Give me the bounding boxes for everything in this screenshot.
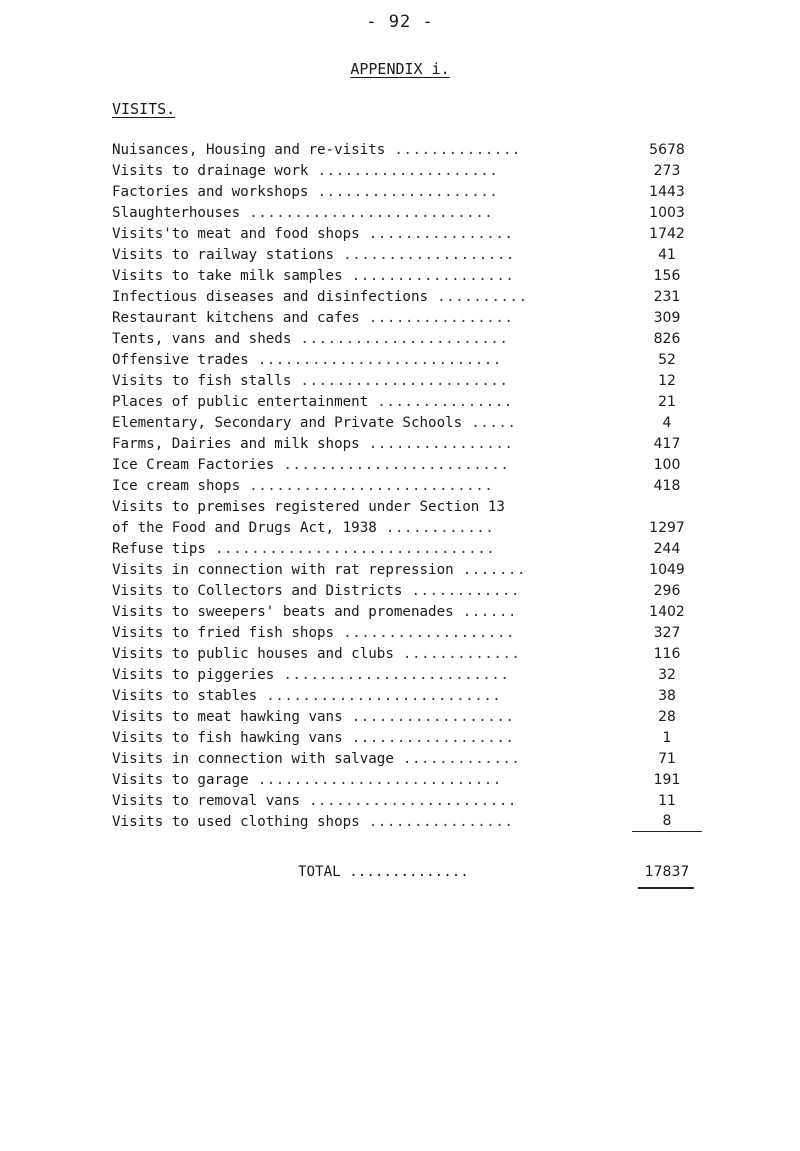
- leader-dots: .......: [453, 562, 527, 578]
- leader-dots: ....................: [308, 184, 499, 200]
- visit-row: [112, 392, 702, 413]
- leader-dots: ..............: [385, 142, 521, 158]
- visit-count: 1049: [649, 562, 685, 578]
- visit-count: 156: [653, 268, 681, 284]
- leader-dots: ...........................: [248, 772, 502, 788]
- visit-row: [112, 644, 702, 665]
- leader-dots: ............: [402, 583, 520, 599]
- leader-dots: ...........................: [240, 478, 494, 494]
- visit-label-text: Visits'to meat and food shops: [112, 226, 360, 242]
- visit-count: 191: [653, 772, 681, 788]
- visit-count: 21: [658, 394, 676, 410]
- visit-count: 100: [653, 457, 681, 473]
- visit-count: 5678: [649, 142, 685, 158]
- leader-dots: ...............................: [205, 541, 496, 557]
- total-label: [298, 860, 469, 884]
- visit-count: 273: [653, 163, 681, 179]
- visit-row: [112, 308, 702, 329]
- leader-dots: ...................: [334, 247, 515, 263]
- visit-row: [112, 476, 702, 497]
- visit-count: 1003: [649, 205, 685, 221]
- visit-label-text: Visits to fried fish shops: [112, 625, 335, 641]
- visit-label-text: Visits to fish hawking vans: [112, 730, 343, 746]
- visit-row: [112, 455, 702, 476]
- visit-label-text: Visits to removal vans: [112, 793, 300, 809]
- visit-row: [112, 623, 702, 644]
- visit-label-text: Refuse tips: [112, 541, 206, 557]
- visit-label-text: Visits to garage: [112, 772, 249, 788]
- visit-label: [112, 350, 502, 371]
- visit-label: [112, 812, 513, 833]
- visit-count: 4: [662, 415, 672, 431]
- total-label-text: TOTAL: [298, 864, 341, 880]
- leader-dots: .......................: [291, 373, 509, 389]
- visit-label: [112, 182, 498, 203]
- visit-label: [112, 413, 516, 434]
- visit-label-text: of the Food and Drugs Act, 1938: [112, 520, 377, 536]
- leader-dots: ............: [376, 520, 495, 536]
- visit-label-text: Visits to meat hawking vans: [112, 709, 343, 725]
- leader-dots: .............: [393, 751, 521, 767]
- visit-row: [112, 812, 702, 833]
- visit-count: 11: [658, 793, 676, 809]
- visit-row: [112, 560, 702, 581]
- visit-label: [112, 686, 501, 707]
- leader-dots: ..................: [342, 268, 515, 284]
- visit-label: [112, 287, 528, 308]
- visit-count: 12: [658, 373, 676, 389]
- visit-count: 41: [658, 247, 676, 263]
- visit-label: [112, 308, 513, 329]
- visit-label-text: Visits to take milk samples: [112, 268, 343, 284]
- total-double-underline: [638, 887, 694, 889]
- visit-count: 296: [653, 583, 681, 599]
- visit-count: 38: [658, 688, 676, 704]
- leader-dots: ................: [359, 436, 514, 452]
- visit-label: [112, 539, 495, 560]
- visit-label: [112, 434, 513, 455]
- visit-label: [112, 266, 514, 287]
- leader-dots: .........................: [274, 667, 510, 683]
- visit-row: [112, 140, 702, 161]
- visit-row: [112, 182, 702, 203]
- visit-label: [112, 749, 520, 770]
- visit-row: [112, 224, 702, 245]
- visit-row: [112, 707, 702, 728]
- visit-row: [112, 245, 702, 266]
- visit-count: 32: [658, 667, 676, 683]
- visit-label: [112, 623, 515, 644]
- visit-label: [112, 665, 509, 686]
- section-title: VISITS.: [112, 100, 176, 118]
- visit-count: 1443: [649, 184, 685, 200]
- visit-row: [112, 539, 702, 560]
- leader-dots: .......................: [299, 793, 517, 809]
- leader-dots: ..........: [428, 289, 528, 305]
- visit-label-text: Visits to used clothing shops: [112, 814, 360, 830]
- visit-label: [112, 203, 493, 224]
- leader-dots: .......................: [291, 331, 509, 347]
- leader-dots: .........................: [274, 457, 510, 473]
- visit-label: [112, 728, 514, 749]
- visit-label-text: Factories and workshops: [112, 184, 309, 200]
- visit-label: [112, 581, 520, 602]
- visit-label-text: Places of public entertainment: [112, 394, 369, 410]
- leader-dots: ................: [359, 310, 514, 326]
- visit-label-text: Offensive trades: [112, 352, 249, 368]
- visit-label-text: Visits to Collectors and Districts: [112, 583, 403, 599]
- visit-label-text: Slaughterhouses: [112, 205, 241, 221]
- visit-label: [112, 518, 494, 539]
- visit-label: [112, 497, 505, 518]
- leader-dots: ..........................: [257, 688, 502, 704]
- leader-dots: ...............: [368, 394, 513, 410]
- visit-label: [112, 392, 513, 413]
- visit-count: 244: [653, 541, 681, 557]
- leader-dots: ................: [359, 814, 514, 830]
- total-leader-dots: ..............: [340, 864, 469, 880]
- total-row: [112, 860, 702, 884]
- total-value: 17837: [644, 864, 690, 880]
- appendix-title-text: APPENDIX i.: [350, 60, 450, 78]
- leader-dots: ...........................: [248, 352, 502, 368]
- leader-dots: .....: [462, 415, 517, 431]
- visit-count: 28: [658, 709, 676, 725]
- visit-label-text: Visits to sweepers' beats and promenades: [112, 604, 454, 620]
- visit-label: [112, 224, 513, 245]
- leader-dots: .............: [393, 646, 521, 662]
- visit-count: 1297: [649, 520, 685, 536]
- visit-label: [112, 770, 502, 791]
- visit-row: [112, 686, 702, 707]
- visit-label-text: Visits in connection with salvage: [112, 751, 394, 767]
- visit-label-text: Tents, vans and sheds: [112, 331, 292, 347]
- visit-label-text: Visits to piggeries: [112, 667, 275, 683]
- visit-count: 116: [653, 646, 681, 662]
- visit-count: 1742: [649, 226, 685, 242]
- visit-row: [112, 791, 702, 812]
- visits-table: [112, 140, 702, 833]
- leader-dots: ......: [453, 604, 517, 620]
- leader-dots: ...........................: [240, 205, 494, 221]
- visit-label-text: Infectious diseases and disinfections: [112, 289, 429, 305]
- visit-label-text: Visits to drainage work: [112, 163, 309, 179]
- appendix-title: [0, 60, 800, 78]
- visit-count: 1: [662, 730, 672, 746]
- visit-row: [112, 329, 702, 350]
- visit-label: [112, 455, 509, 476]
- visit-row: [112, 266, 702, 287]
- visit-label-text: Ice cream shops: [112, 478, 241, 494]
- visit-label-text: Nuisances, Housing and re-visits: [112, 142, 386, 158]
- visit-row: [112, 602, 702, 623]
- visit-label-text: Visits to railway stations: [112, 247, 335, 263]
- visit-label: [112, 140, 521, 161]
- leader-dots: ..................: [342, 730, 515, 746]
- visit-label: [112, 707, 514, 728]
- visit-row: [112, 287, 702, 308]
- visit-row: [112, 581, 702, 602]
- visit-label: [112, 791, 517, 812]
- visit-label: [112, 602, 517, 623]
- leader-dots: ....................: [308, 163, 499, 179]
- visit-row: [112, 203, 702, 224]
- visit-row: [112, 497, 702, 518]
- visit-row: [112, 518, 702, 539]
- visit-label-text: Visits to stables: [112, 688, 258, 704]
- visit-label: [112, 161, 498, 182]
- visit-label: [112, 644, 520, 665]
- visit-count: 8: [632, 812, 702, 832]
- visit-label-text: Ice Cream Factories: [112, 457, 275, 473]
- visit-row: [112, 770, 702, 791]
- visit-count: 71: [658, 751, 676, 767]
- visit-label-text: Elementary, Secondary and Private Schools: [112, 415, 463, 431]
- visit-count: 1402: [649, 604, 685, 620]
- leader-dots: ................: [359, 226, 514, 242]
- visit-label: [112, 476, 493, 497]
- visit-row: [112, 350, 702, 371]
- visit-count: 309: [653, 310, 681, 326]
- visit-label: [112, 329, 508, 350]
- visit-count: 231: [653, 289, 681, 305]
- visit-row: [112, 434, 702, 455]
- visit-label: [112, 245, 515, 266]
- visit-row: [112, 728, 702, 749]
- visit-row: [112, 665, 702, 686]
- visit-row: [112, 371, 702, 392]
- visit-count: 327: [653, 625, 681, 641]
- leader-dots: ..................: [342, 709, 515, 725]
- visit-label-text: Visits to fish stalls: [112, 373, 292, 389]
- visit-count: 417: [653, 436, 681, 452]
- visit-label-text: Farms, Dairies and milk shops: [112, 436, 360, 452]
- visit-label: [112, 371, 508, 392]
- visit-row: [112, 413, 702, 434]
- visit-label-text: Visits to public houses and clubs: [112, 646, 394, 662]
- visit-row: [112, 161, 702, 182]
- visit-label: [112, 560, 526, 581]
- leader-dots: ...................: [334, 625, 515, 641]
- visit-count: 418: [653, 478, 681, 494]
- visit-count: 52: [658, 352, 676, 368]
- visit-label-text: Visits to premises registered under Section 13: [112, 499, 505, 515]
- visit-row: [112, 749, 702, 770]
- visit-label-text: Visits in connection with rat repression: [112, 562, 454, 578]
- visit-count: 826: [653, 331, 681, 347]
- page-number: - 92 -: [366, 12, 434, 32]
- visit-label-text: Restaurant kitchens and cafes: [112, 310, 360, 326]
